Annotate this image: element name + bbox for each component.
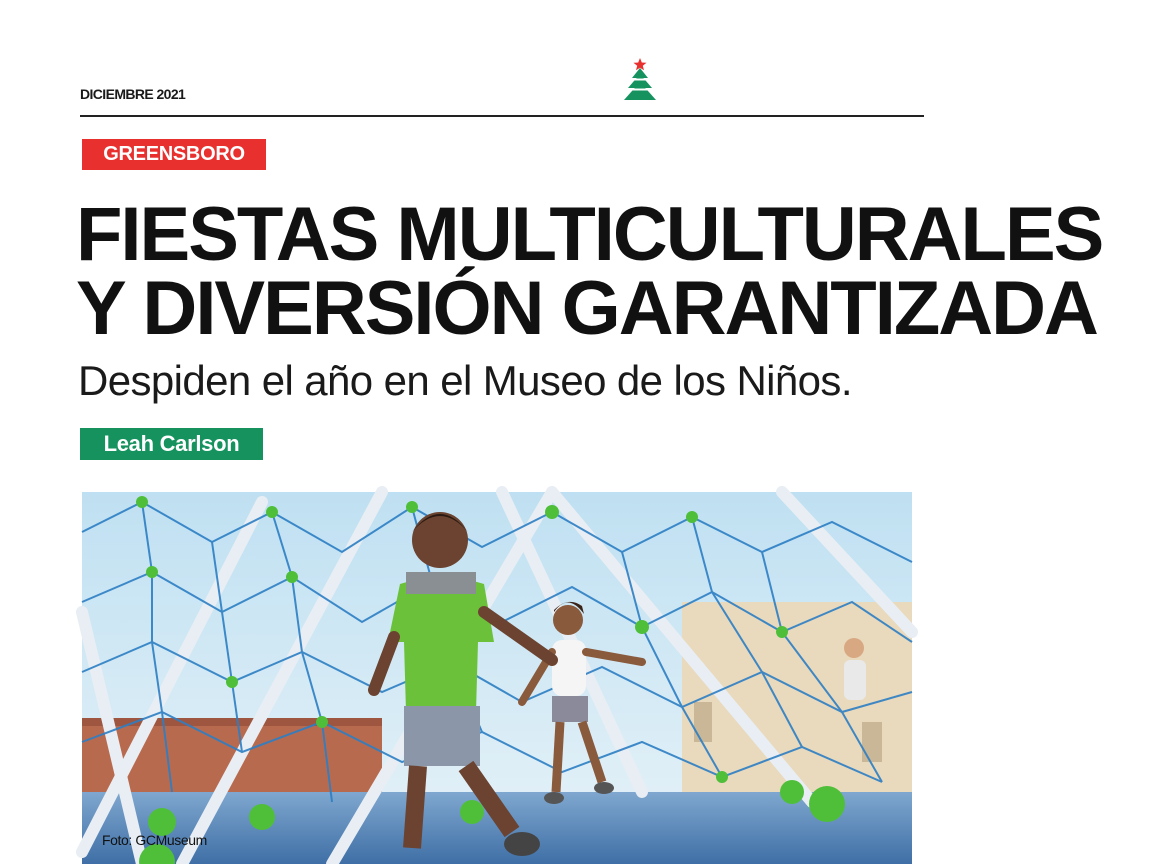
headline-line-2: Y DIVERSIÓN GARANTIZADA	[76, 266, 1097, 351]
author-tag: Leah Carlson	[80, 428, 263, 460]
section-tag: GREENSBORO	[82, 139, 266, 170]
issue-date: DICIEMBRE 2021	[80, 86, 186, 102]
subheadline: Despiden el año en el Museo de los Niños.	[78, 357, 852, 404]
christmas-tree-icon	[620, 56, 660, 104]
article-photo	[82, 492, 912, 864]
header-divider	[80, 115, 924, 117]
headline	[76, 192, 1176, 351]
photo-credit: Foto: GCMuseum	[102, 832, 207, 848]
playground-photo-illustration	[82, 492, 912, 864]
headline-line-1: FIESTAS MULTICULTURALES	[76, 192, 1103, 277]
